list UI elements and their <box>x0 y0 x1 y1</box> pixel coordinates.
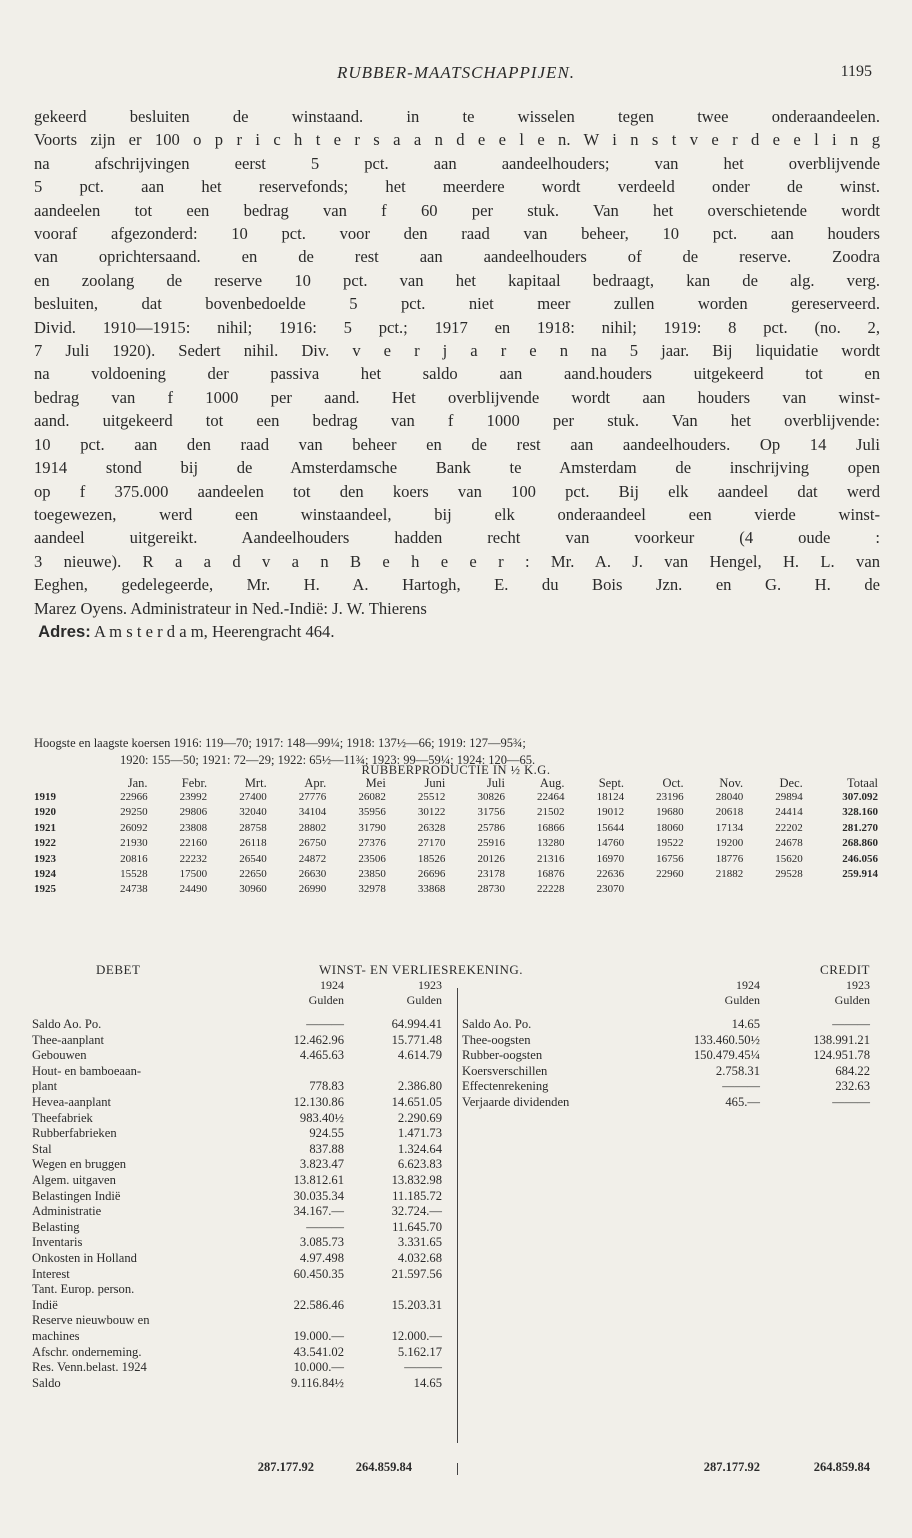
table-cell: 26696 <box>417 868 446 881</box>
table-cell: 16866 <box>537 821 565 834</box>
debet-amount-a: 4.97.498 <box>299 1251 344 1265</box>
credit-row <box>32 1064 880 1079</box>
table-cell: 22160 <box>179 837 208 850</box>
debet-label: Belastingen Indië <box>32 1188 121 1203</box>
credit-amount-b: 124.951.78 <box>813 1048 870 1063</box>
address-line <box>34 620 880 643</box>
table-cell: 18060 <box>656 821 684 834</box>
table-cell: 25786 <box>477 821 505 834</box>
debet-row <box>32 1313 880 1328</box>
table-cell: 23196 <box>656 791 684 803</box>
month-header: Febr. <box>181 776 208 790</box>
debet-row <box>32 1360 880 1375</box>
debet-label: Wegen en bruggen <box>32 1157 127 1172</box>
table-cell: 22228 <box>537 883 565 896</box>
debet-label: Rubberfabrieken <box>32 1126 117 1141</box>
table-cell: 29250 <box>120 806 148 819</box>
debet-label: Interest <box>32 1266 70 1281</box>
debet-amount-b: 11.645.70 <box>392 1219 442 1234</box>
credit-row <box>32 1095 880 1110</box>
debet-amount-b: 13.832.98 <box>391 1173 442 1187</box>
body-line: toegewezen, werd een winstaandeel, bij elk onderaandeel een vierde winst- <box>34 504 880 524</box>
table-cell: 25916 <box>477 837 505 850</box>
debet-row <box>32 1189 880 1204</box>
debet-label: Hevea-aanplant <box>32 1095 112 1109</box>
body-line: op f 375.000 aandeelen tot den koers van 100 pct. Bij elk aandeel dat werd <box>34 481 880 501</box>
debet-amount-a: 3.085.73 <box>299 1235 344 1250</box>
table-cell: 20126 <box>477 852 505 865</box>
month-header: Dec. <box>779 776 803 790</box>
debet-row <box>32 1282 880 1297</box>
credit-row <box>32 1033 880 1048</box>
table-cell: 16970 <box>596 852 625 865</box>
debet-amount-a: 924.55 <box>309 1126 344 1141</box>
table-cell: 31756 <box>477 806 505 819</box>
row-year: 1922 <box>34 837 56 850</box>
table-cell: 25512 <box>417 791 446 803</box>
debet-label: Reserve nieuwbouw en <box>32 1313 150 1328</box>
debet-label: Gebouwen <box>32 1048 87 1063</box>
table-cell: 23070 <box>596 883 625 896</box>
month-header: Apr. <box>304 776 327 790</box>
table-cell: 18526 <box>417 852 446 865</box>
table-cell: 21930 <box>120 837 148 850</box>
credit-unit-a: Gulden <box>724 993 760 1007</box>
row-year: 1919 <box>34 791 56 803</box>
table-cell: 26540 <box>239 852 267 865</box>
table-cell: 20816 <box>120 852 148 865</box>
table-row <box>32 882 880 897</box>
debet-amount-a: 13.812.61 <box>293 1173 344 1187</box>
month-header: Mei <box>365 776 386 790</box>
row-year: 1924 <box>34 868 56 881</box>
table-cell: 16756 <box>656 852 684 865</box>
table-cell: 23992 <box>179 791 208 803</box>
debet-label: Saldo Ao. Po. <box>32 1017 102 1031</box>
table-row <box>32 805 880 820</box>
table-cell: 35956 <box>358 806 386 819</box>
month-header: Jan. <box>127 776 148 790</box>
rubberproductie-title: RUBBERPRODUCTIE IN ½ K.G. <box>361 763 551 777</box>
table-cell: 21502 <box>537 806 565 819</box>
table-cell <box>686 882 746 897</box>
table-cell: 29894 <box>775 791 803 803</box>
debet-row <box>32 1173 880 1188</box>
credit-amount-a: ——— <box>722 1079 760 1094</box>
debet-amount-b: 15.771.48 <box>391 1032 442 1047</box>
month-header: Totaal <box>846 776 878 790</box>
body-paragraph <box>34 105 880 643</box>
debet-label: Inventaris <box>32 1235 83 1250</box>
month-header: Sept. <box>598 776 625 790</box>
debet-amount-b: 5.162.17 <box>397 1344 442 1359</box>
debet-amount-a: 3.823.47 <box>299 1157 344 1172</box>
debet-row <box>32 1298 880 1313</box>
table-cell: 22960 <box>656 868 684 881</box>
credit-row <box>32 1048 880 1063</box>
credit-label: Saldo Ao. Po. <box>462 1017 532 1031</box>
debet-label: Stal <box>32 1141 52 1156</box>
table-cell: 33868 <box>417 883 446 896</box>
debet-row <box>32 1126 880 1141</box>
body-line: 5 pct. aan het reservefonds; het meerdere wordt verdeeld onder de winst. <box>34 177 880 197</box>
table-cell: 26990 <box>298 883 327 896</box>
debet-label: plant <box>32 1079 58 1094</box>
debet-amount-b: 2.290.69 <box>397 1110 442 1125</box>
debet-amount-a: 12.130.86 <box>293 1095 344 1109</box>
table-cell: 15644 <box>596 821 625 834</box>
table-cell: 30122 <box>417 806 446 819</box>
table-cell: 21316 <box>537 852 565 865</box>
body-line: na afschrijvingen eerst 5 pct. aan aandeelhouders; van het overblijvende <box>34 153 880 173</box>
debet-label: Theefabriek <box>32 1110 93 1125</box>
body-line: aandeelen tot een bedrag van f 60 per stuk. Van het overschietende wordt <box>34 200 880 220</box>
table-row <box>32 852 880 867</box>
body-line: Eeghen, gedelegeerde, Mr. H. A. Hartogh, E. du Bois Jzn. en G. H. de <box>34 575 880 595</box>
table-row <box>32 836 880 851</box>
table-cell: 19200 <box>715 837 744 850</box>
table-cell: 19012 <box>596 806 625 819</box>
table-cell: 28730 <box>477 883 505 896</box>
row-year: 1923 <box>34 852 56 865</box>
body-line: besluiten, dat bovenbedoelde 5 pct. niet meer zullen worden gereserveerd. <box>34 294 880 314</box>
body-line: vooraf afgezonderd: 10 pct. voor den raad van beheer, 10 pct. aan houders <box>34 224 880 244</box>
total-divider <box>457 1463 458 1475</box>
credit-label: Koersverschillen <box>462 1063 548 1078</box>
table-cell: 246.056 <box>842 852 878 865</box>
credit-label: Effectenrekening <box>462 1079 549 1094</box>
table-cell: 24872 <box>298 852 327 865</box>
debet-amount-b: 1.471.73 <box>397 1126 442 1141</box>
table-cell: 27400 <box>239 791 267 803</box>
table-cell: 21882 <box>715 868 744 881</box>
total-credit-b: 264.859.84 <box>813 1460 870 1474</box>
table-cell: 28040 <box>715 791 744 803</box>
body-line: 1914 stond bij de Amsterdamsche Bank te Amsterdam de inschrijving open <box>34 458 880 478</box>
debet-amount-b: 11.185.72 <box>392 1188 442 1203</box>
credit-row <box>32 1079 880 1094</box>
table-cell: 24738 <box>120 883 148 896</box>
debet-label: Administratie <box>32 1204 102 1219</box>
debet-unit-b: Gulden <box>406 993 442 1007</box>
table-cell: 26750 <box>298 837 327 850</box>
debet-label: machines <box>32 1329 80 1343</box>
table-cell: 14760 <box>596 837 625 850</box>
debet-amount-a: 837.88 <box>309 1141 344 1156</box>
total-debet-a: 287.177.92 <box>257 1460 314 1474</box>
debet-row <box>32 1345 880 1360</box>
table-cell: 17500 <box>179 868 208 881</box>
debet-amount-a: 60.450.35 <box>293 1266 344 1281</box>
total-credit-a: 287.177.92 <box>703 1460 760 1474</box>
table-cell: 24414 <box>775 806 803 819</box>
table-cell: 32040 <box>239 806 267 819</box>
table-cell: 26328 <box>417 821 446 834</box>
debet-year-a: 1924 <box>320 978 344 992</box>
table-cell: 259.914 <box>842 868 878 881</box>
table-cell: 268.860 <box>842 837 878 850</box>
debet-row <box>32 1329 880 1344</box>
table-cell: 26082 <box>358 791 386 803</box>
debet-label: Hout- en bamboeaan- <box>32 1063 142 1078</box>
table-cell: 13280 <box>537 837 565 850</box>
debet-row <box>32 1220 880 1235</box>
body-line: 3 nieuwe). R a a d v a n B e h e e r : Mr. A. J. van Hengel, H. L. van <box>34 551 880 571</box>
table-cell: 30960 <box>239 883 267 896</box>
table-cell: 307.092 <box>842 791 878 803</box>
table-cell: 29528 <box>775 868 803 881</box>
address-city: A m s t e r d a m, <box>93 621 208 641</box>
running-title: RUBBER-MAATSCHAPPIJEN. <box>336 63 576 82</box>
body-line: 10 pct. aan den raad van beheer en de rest aan aandeelhouders. Op 14 Juli <box>34 434 880 454</box>
credit-amount-a: 465.— <box>725 1095 760 1109</box>
table-cell: 24678 <box>775 837 803 850</box>
credit-label: Rubber-oogsten <box>462 1048 543 1063</box>
credit-unit-b: Gulden <box>834 993 870 1007</box>
debet-amount-b: 4.032.68 <box>397 1251 442 1265</box>
table-cell: 15528 <box>120 868 148 881</box>
table-cell: 23850 <box>358 868 386 881</box>
debet-row <box>32 1376 880 1391</box>
body-line: aand. uitgekeerd tot een bedrag van f 1000 per stuk. Van het overblijvende: <box>34 411 880 431</box>
rubberproductie-table <box>32 776 880 898</box>
body-line: aandeel uitgereikt. Aandeelhouders hadden recht van voorkeur (4 oude : <box>34 528 880 548</box>
debet-amount-a: 30.035.34 <box>293 1188 344 1203</box>
debet-amount-a: 778.83 <box>309 1079 344 1094</box>
debet-amount-a: ——— <box>306 1017 344 1031</box>
table-cell: 34104 <box>298 806 327 819</box>
address-label: Adres: <box>38 621 91 641</box>
table-header-row <box>32 776 880 790</box>
debet-amount-a: 34.167.— <box>293 1204 344 1219</box>
debet-amount-a: 10.000.— <box>293 1360 344 1375</box>
table-cell: 23178 <box>477 868 505 881</box>
debet-label: Afschr. onderneming. <box>32 1344 142 1359</box>
debet-label: Thee-aanplant <box>32 1032 105 1047</box>
debet-row <box>32 1267 880 1282</box>
credit-amount-a: 133.460.50½ <box>693 1032 760 1047</box>
table-cell: 16876 <box>537 868 565 881</box>
table-cell: 17134 <box>715 821 744 834</box>
year-header <box>32 776 90 790</box>
credit-amount-b: 138.991.21 <box>813 1032 870 1047</box>
body-line: Voorts zijn er 100 o p r i c h t e r s a a n d e e l e n. W i n s t v e r d e e l i n g <box>34 130 880 150</box>
debet-amount-b: 32.724.— <box>391 1204 442 1219</box>
debet-amount-b: 3.331.65 <box>397 1235 442 1250</box>
debet-label: Indië <box>32 1297 58 1312</box>
body-line: bedrag van f 1000 per aand. Het overblijvende wordt aan houders van winst- <box>34 387 880 407</box>
table-cell: 22232 <box>179 852 208 865</box>
body-line: Marez Oyens. Administrateur in Ned.-Indië: J. W. Thierens <box>34 598 427 618</box>
body-line: gekeerd besluiten de winstaand. in te wisselen tegen twee onderaandeelen. <box>34 107 880 126</box>
table-cell: 27376 <box>358 837 386 850</box>
koersen-line-2: 1920: 155—50; 1921: 72—29; 1922: 65½—11¾; 1923: 99—59¼; 1924: 120—65. <box>120 753 536 767</box>
debet-amount-a: 983.40½ <box>299 1110 344 1125</box>
debet-amount-b: 6.623.83 <box>397 1157 442 1172</box>
credit-amount-b: 232.63 <box>835 1079 870 1094</box>
debet-label: Tant. Europ. person. <box>32 1282 135 1297</box>
table-cell: 26092 <box>120 821 148 834</box>
credit-amount-a: 2.758.31 <box>715 1063 760 1078</box>
debet-amount-b: ——— <box>404 1360 442 1375</box>
debet-row <box>32 1204 880 1219</box>
credit-amount-b: ——— <box>832 1017 870 1031</box>
debet-label: DEBET <box>96 962 141 977</box>
debet-amount-b: 15.203.31 <box>391 1297 442 1312</box>
table-cell: 23506 <box>358 852 386 865</box>
month-header: Juli <box>486 776 505 790</box>
credit-label: Thee-oogsten <box>462 1032 531 1047</box>
body-line: 7 Juli 1920). Sedert nihil. Div. v e r j a r e n na 5 jaar. Bij liquidatie wordt <box>34 341 880 361</box>
table-row <box>32 790 880 805</box>
debet-amount-b: 4.614.79 <box>397 1048 442 1063</box>
debet-amount-b: 12.000.— <box>391 1329 442 1343</box>
body-line: Divid. 1910—1915: nihil; 1916: 5 pct.; 1917 en 1918: nihil; 1919: 8 pct. (no. 2, <box>34 317 880 337</box>
table-cell: 22966 <box>120 791 148 803</box>
table-cell: 29806 <box>179 806 208 819</box>
address-street: Heerengracht 464. <box>211 621 335 641</box>
month-header: Aug. <box>539 776 565 790</box>
table-cell: 28758 <box>239 821 267 834</box>
credit-label: Verjaarde dividenden <box>462 1095 570 1109</box>
row-year: 1921 <box>34 821 56 834</box>
credit-label: CREDIT <box>820 962 870 977</box>
table-cell: 27776 <box>298 791 327 803</box>
debet-amount-a: 19.000.— <box>293 1329 344 1343</box>
debet-amount-b: 14.651.05 <box>391 1095 442 1109</box>
debet-amount-b: 14.65 <box>413 1375 442 1390</box>
table-cell: 281.270 <box>842 821 878 834</box>
debet-unit-a: Gulden <box>308 993 344 1007</box>
debet-row <box>32 1235 880 1250</box>
credit-amount-a: 14.65 <box>731 1017 760 1031</box>
table-row <box>32 867 880 882</box>
credit-amount-a: 150.479.45¼ <box>693 1048 760 1063</box>
table-cell: 19680 <box>656 806 684 819</box>
debet-label: Onkosten in Holland <box>32 1251 137 1265</box>
table-cell: 27170 <box>417 837 446 850</box>
koersen-line-1: Hoogste en laagste koersen 1916: 119—70; 1917: 148—99¼; 1918: 137½—66; 1919: 127—95¾; <box>34 736 526 750</box>
credit-year-b: 1923 <box>846 978 870 992</box>
debet-row <box>32 1157 880 1172</box>
debet-label: Belasting <box>32 1219 80 1234</box>
debet-amount-a: 9.116.84½ <box>290 1375 344 1390</box>
debet-label: Saldo <box>32 1375 61 1390</box>
table-cell: 328.160 <box>842 806 878 819</box>
table-cell: 31790 <box>358 821 386 834</box>
body-line: van oprichtersaand. en de rest aan aandeelhouders of de reserve. Zoodra <box>34 247 880 267</box>
table-cell <box>626 882 686 897</box>
debet-amount-a: ——— <box>306 1219 344 1234</box>
debet-row <box>32 1251 880 1266</box>
table-cell: 22202 <box>775 821 803 834</box>
debet-label: Algem. uitgaven <box>32 1173 116 1187</box>
table-cell: 20618 <box>715 806 744 819</box>
month-header: Nov. <box>719 776 744 790</box>
credit-amount-b: 684.22 <box>835 1063 870 1078</box>
table-cell: 22650 <box>239 868 267 881</box>
page-number: 1195 <box>840 63 872 80</box>
debet-amount-a: 4.465.63 <box>299 1048 344 1063</box>
debet-row <box>32 1142 880 1157</box>
table-cell: 18124 <box>596 791 625 803</box>
debet-amount-a: 22.586.46 <box>293 1297 344 1312</box>
credit-amount-b: ——— <box>832 1095 870 1109</box>
credit-row <box>32 1017 880 1032</box>
debet-year-b: 1923 <box>418 978 442 992</box>
table-cell <box>745 882 805 897</box>
table-cell: 26630 <box>298 868 327 881</box>
table-cell: 30826 <box>477 791 505 803</box>
month-header: Oct. <box>662 776 684 790</box>
debet-amount-b: 64.994.41 <box>391 1017 442 1031</box>
credit-year-a: 1924 <box>736 978 760 992</box>
table-cell: 22464 <box>537 791 565 803</box>
debet-amount-b: 2.386.80 <box>397 1079 442 1094</box>
account-title: WINST- EN VERLIESREKENING. <box>319 962 524 977</box>
table-row <box>32 821 880 836</box>
month-header: Juni <box>424 776 446 790</box>
table-cell <box>805 882 880 897</box>
table-cell: 24490 <box>179 883 208 896</box>
table-cell: 19522 <box>656 837 684 850</box>
body-line: na voldoening der passiva het saldo aan aand.houders uitgekeerd tot en <box>34 364 880 384</box>
table-cell: 15620 <box>775 852 803 865</box>
debet-amount-b: 1.324.64 <box>397 1141 442 1156</box>
total-debet-b: 264.859.84 <box>355 1460 412 1474</box>
row-year: 1920 <box>34 806 56 819</box>
table-cell: 22636 <box>596 868 625 881</box>
debet-amount-a: 12.462.96 <box>293 1032 344 1047</box>
body-line: en zoolang de reserve 10 pct. van het kapitaal bedraagt, kan de alg. verg. <box>34 270 880 290</box>
table-cell: 26118 <box>239 837 267 850</box>
table-cell: 32978 <box>358 883 386 896</box>
debet-row <box>32 1111 880 1126</box>
debet-amount-b: 21.597.56 <box>391 1266 442 1281</box>
table-cell: 28802 <box>298 821 327 834</box>
table-cell: 23808 <box>179 821 208 834</box>
month-header: Mrt. <box>244 776 267 790</box>
debet-amount-a: 43.541.02 <box>293 1344 344 1359</box>
debet-label: Res. Venn.belast. 1924 <box>32 1360 147 1375</box>
winst-verlies-rekening <box>32 962 880 1482</box>
table-cell: 18776 <box>715 852 744 865</box>
row-year: 1925 <box>34 883 56 896</box>
